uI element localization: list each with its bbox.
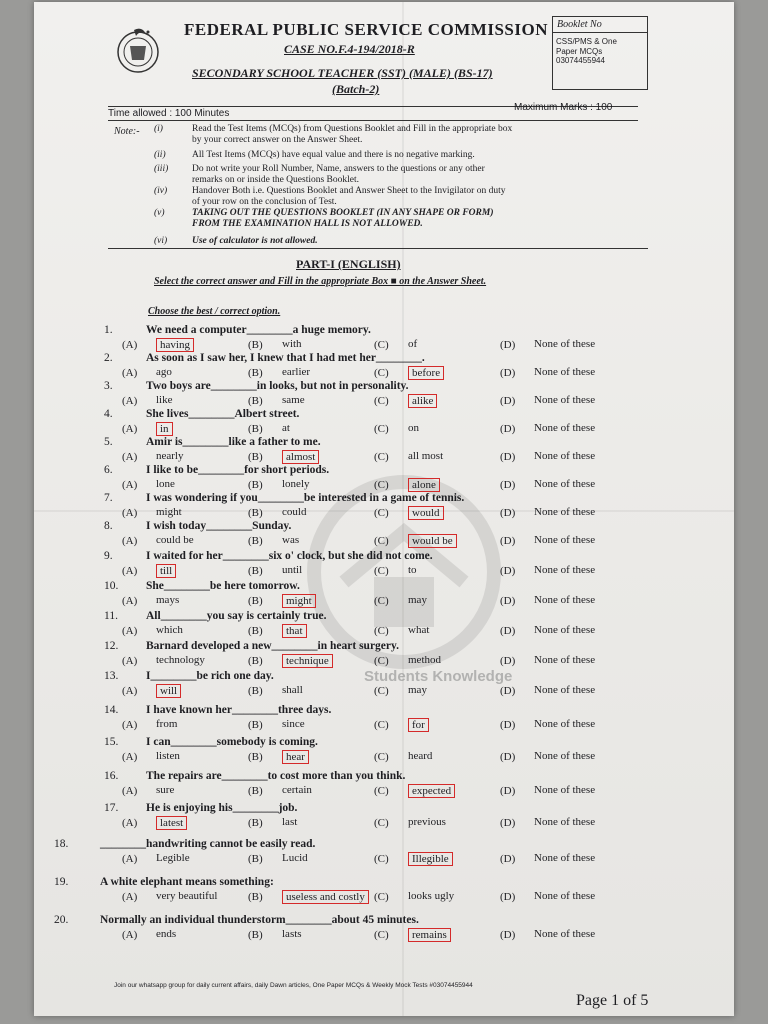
option[interactable]: like bbox=[156, 394, 173, 406]
option-letter: (D) bbox=[500, 685, 516, 697]
note-text: Handover Both i.e. Questions Booklet and Answer Sheet to the Invigilator on duty bbox=[192, 186, 506, 196]
option[interactable]: may bbox=[408, 684, 427, 696]
option-letter: (B) bbox=[248, 817, 263, 829]
question-text: I have known her________three days. bbox=[146, 704, 332, 716]
question-text: I wish today________Sunday. bbox=[146, 520, 292, 532]
option-letter: (B) bbox=[248, 719, 263, 731]
option[interactable]: all most bbox=[408, 450, 444, 462]
option-letter: (A) bbox=[122, 785, 138, 797]
option-marked[interactable]: for bbox=[408, 718, 429, 732]
option[interactable]: until bbox=[282, 564, 303, 576]
note-number: (iii) bbox=[154, 164, 169, 174]
question-text: He is enjoying his________job. bbox=[146, 802, 298, 814]
option-letter: (A) bbox=[122, 479, 138, 491]
option[interactable]: None of these bbox=[534, 816, 596, 828]
option[interactable]: method bbox=[408, 654, 441, 666]
divider bbox=[108, 120, 638, 121]
option-letter: (B) bbox=[248, 395, 263, 407]
option-letter: (C) bbox=[374, 751, 389, 763]
case-number: CASE NO.F.4-194/2018-R bbox=[284, 42, 415, 56]
max-marks: Maximum Marks : 100 bbox=[514, 102, 613, 113]
option-letter: (D) bbox=[500, 423, 516, 435]
option[interactable]: lonely bbox=[282, 478, 310, 490]
option-letter: (A) bbox=[122, 565, 138, 577]
question-text: A white elephant means something: bbox=[100, 876, 274, 888]
question-number: 5. bbox=[104, 436, 113, 448]
question-number: 20. bbox=[54, 914, 69, 926]
note-number: (iv) bbox=[154, 186, 168, 196]
option[interactable]: sure bbox=[156, 784, 175, 796]
option-marked[interactable]: before bbox=[408, 366, 444, 380]
question-number: 6. bbox=[104, 464, 113, 476]
option[interactable]: None of these bbox=[534, 422, 596, 434]
batch-label: (Batch-2) bbox=[332, 82, 380, 96]
booklet-label: Booklet No bbox=[553, 17, 647, 33]
option-marked[interactable]: will bbox=[156, 684, 181, 698]
option[interactable]: from bbox=[156, 718, 178, 730]
option-letter: (A) bbox=[122, 891, 138, 903]
option[interactable]: None of these bbox=[534, 534, 596, 546]
fpsc-emblem-icon bbox=[112, 24, 164, 76]
option-letter: (A) bbox=[122, 625, 138, 637]
note-text: Use of calculator is not allowed. bbox=[192, 236, 318, 246]
option-letter: (C) bbox=[374, 451, 389, 463]
option-letter: (A) bbox=[122, 367, 138, 379]
question-number: 7. bbox=[104, 492, 113, 504]
option[interactable]: since bbox=[282, 718, 305, 730]
question-number: 19. bbox=[54, 876, 69, 888]
option-letter: (D) bbox=[500, 655, 516, 667]
option-letter: (B) bbox=[248, 751, 263, 763]
option[interactable]: could bbox=[282, 506, 307, 518]
option-letter: (C) bbox=[374, 535, 389, 547]
question-number: 12. bbox=[104, 640, 119, 652]
note-item bbox=[154, 124, 654, 147]
option-letter: (B) bbox=[248, 423, 263, 435]
question-number: 11. bbox=[104, 610, 118, 622]
option[interactable]: could be bbox=[156, 534, 194, 546]
option[interactable]: None of these bbox=[534, 564, 596, 576]
note-item bbox=[154, 164, 654, 187]
question-text: ________handwriting cannot be easily read. bbox=[100, 838, 316, 850]
question-number: 4. bbox=[104, 408, 113, 420]
option-marked[interactable]: useless and costly bbox=[282, 890, 369, 904]
option-letter: (D) bbox=[500, 719, 516, 731]
question-number: 2. bbox=[104, 352, 113, 364]
option-letter: (A) bbox=[122, 853, 138, 865]
question-text: Barnard developed a new________in heart surgery. bbox=[146, 640, 399, 652]
option[interactable]: may bbox=[408, 594, 427, 606]
option[interactable]: None of these bbox=[534, 624, 596, 636]
question-number: 18. bbox=[54, 838, 69, 850]
option-letter: (C) bbox=[374, 423, 389, 435]
page-number: Page 1 of 5 bbox=[576, 992, 649, 1009]
question-text: I was wondering if you________be interested in a game of tennis. bbox=[146, 492, 465, 504]
question-number: 14. bbox=[104, 704, 119, 716]
question-number: 15. bbox=[104, 736, 119, 748]
option-letter: (A) bbox=[122, 395, 138, 407]
option-letter: (A) bbox=[122, 817, 138, 829]
option-letter: (D) bbox=[500, 929, 516, 941]
question-text: As soon as I saw her, I knew that I had met her________. bbox=[146, 352, 425, 364]
option[interactable]: ends bbox=[156, 928, 177, 940]
option[interactable]: listen bbox=[156, 750, 180, 762]
option-marked[interactable]: latest bbox=[156, 816, 187, 830]
option-letter: (B) bbox=[248, 565, 263, 577]
question-text: We need a computer________a huge memory. bbox=[146, 324, 371, 336]
note-item bbox=[154, 186, 654, 209]
question-text: Two boys are________in looks, but not in personality. bbox=[146, 380, 409, 392]
option-letter: (D) bbox=[500, 595, 516, 607]
option-letter: (C) bbox=[374, 339, 389, 351]
option[interactable]: of bbox=[408, 338, 418, 350]
option-letter: (B) bbox=[248, 339, 263, 351]
note-item bbox=[154, 150, 654, 161]
question-number: 17. bbox=[104, 802, 119, 814]
question-text: I waited for her________six o' clock, but she did not come. bbox=[146, 550, 433, 562]
footer-note: Join our whatsapp group for daily current affairs, daily Dawn articles, One Paper MCQs & Weekly Mock Tests #03074455944 bbox=[114, 982, 473, 989]
option-letter: (C) bbox=[374, 395, 389, 407]
option-letter: (C) bbox=[374, 891, 389, 903]
option-letter: (D) bbox=[500, 817, 516, 829]
option-letter: (D) bbox=[500, 339, 516, 351]
option[interactable]: technology bbox=[156, 654, 205, 666]
option-letter: (C) bbox=[374, 625, 389, 637]
post-title: SECONDARY SCHOOL TEACHER (SST) (MALE) (BS-17) bbox=[192, 66, 493, 80]
question-number: 10. bbox=[104, 580, 119, 592]
option[interactable]: None of these bbox=[534, 478, 596, 490]
divider bbox=[108, 248, 648, 249]
option[interactable]: at bbox=[282, 422, 290, 434]
note-number: (i) bbox=[154, 124, 163, 134]
option[interactable]: None of these bbox=[534, 890, 596, 902]
option-letter: (A) bbox=[122, 423, 138, 435]
note-text: Read the Test Items (MCQs) from Questions Booklet and Fill in the appropriate box bbox=[192, 124, 513, 134]
note-number: (vi) bbox=[154, 236, 168, 246]
option-letter: (B) bbox=[248, 367, 263, 379]
option[interactable]: previous bbox=[408, 816, 446, 828]
option-marked[interactable]: alike bbox=[408, 394, 437, 408]
option[interactable]: lasts bbox=[282, 928, 302, 940]
option-letter: (D) bbox=[500, 451, 516, 463]
option[interactable]: to bbox=[408, 564, 417, 576]
option-letter: (A) bbox=[122, 929, 138, 941]
question-text: All________you say is certainly true. bbox=[146, 610, 327, 622]
option[interactable]: None of these bbox=[534, 594, 596, 606]
note-text: TAKING OUT THE QUESTIONS BOOKLET (IN ANY SHAPE OR FORM) bbox=[192, 208, 494, 218]
question-text: I like to be________for short periods. bbox=[146, 464, 330, 476]
option-letter: (C) bbox=[374, 719, 389, 731]
option-marked[interactable]: technique bbox=[282, 654, 333, 668]
question-text: She________be here tomorrow. bbox=[146, 580, 300, 592]
note-number: (v) bbox=[154, 208, 165, 218]
note-number: (ii) bbox=[154, 150, 166, 160]
option-letter: (C) bbox=[374, 655, 389, 667]
question-number: 8. bbox=[104, 520, 113, 532]
option-letter: (D) bbox=[500, 785, 516, 797]
question-text: Amir is________like a father to me. bbox=[146, 436, 321, 448]
option-marked[interactable]: might bbox=[282, 594, 316, 608]
option-letter: (B) bbox=[248, 853, 263, 865]
watermark-text: Students Knowledge bbox=[364, 668, 513, 685]
option-marked[interactable]: Illegible bbox=[408, 852, 453, 866]
option[interactable]: nearly bbox=[156, 450, 184, 462]
option-letter: (A) bbox=[122, 719, 138, 731]
question-text: Normally an individual thunderstorm________about 45 minutes. bbox=[100, 914, 419, 926]
option-marked[interactable]: in bbox=[156, 422, 173, 436]
note-text: by your correct answer on the Answer Sheet. bbox=[192, 135, 363, 146]
option-letter: (B) bbox=[248, 507, 263, 519]
option[interactable]: None of these bbox=[534, 394, 596, 406]
option-letter: (D) bbox=[500, 565, 516, 577]
option[interactable]: what bbox=[408, 624, 430, 636]
option[interactable]: None of these bbox=[534, 928, 596, 940]
option-letter: (B) bbox=[248, 655, 263, 667]
option[interactable]: mays bbox=[156, 594, 180, 606]
booklet-number-box bbox=[552, 16, 648, 90]
booklet-ad-line: 03074455944 bbox=[556, 56, 605, 66]
option-letter: (D) bbox=[500, 751, 516, 763]
option[interactable]: None of these bbox=[534, 654, 596, 666]
option[interactable]: None of these bbox=[534, 366, 596, 378]
option[interactable]: None of these bbox=[534, 506, 596, 518]
note-text: All Test Items (MCQs) have equal value and there is no negative marking. bbox=[192, 150, 475, 160]
choose-label: Choose the best / correct option. bbox=[148, 306, 281, 317]
option[interactable]: None of these bbox=[534, 852, 596, 864]
option-marked[interactable]: having bbox=[156, 338, 194, 352]
option[interactable]: None of these bbox=[534, 450, 596, 462]
option-letter: (C) bbox=[374, 507, 389, 519]
option-marked[interactable]: almost bbox=[282, 450, 319, 464]
option[interactable]: None of these bbox=[534, 750, 596, 762]
option-marked[interactable]: till bbox=[156, 564, 176, 578]
option-letter: (D) bbox=[500, 891, 516, 903]
option[interactable]: very beautiful bbox=[156, 890, 218, 902]
time-allowed: Time allowed : 100 Minutes bbox=[108, 108, 230, 119]
option-letter: (C) bbox=[374, 367, 389, 379]
option-letter: (D) bbox=[500, 625, 516, 637]
option-letter: (B) bbox=[248, 479, 263, 491]
question-number: 9. bbox=[104, 550, 113, 562]
option-letter: (C) bbox=[374, 929, 389, 941]
question-number: 1. bbox=[104, 324, 113, 336]
option-letter: (D) bbox=[500, 479, 516, 491]
option-letter: (C) bbox=[374, 595, 389, 607]
option-letter: (A) bbox=[122, 655, 138, 667]
question-text: The repairs are________to cost more than you think. bbox=[146, 770, 406, 782]
option[interactable]: with bbox=[282, 338, 302, 350]
option-letter: (C) bbox=[374, 685, 389, 697]
option-letter: (B) bbox=[248, 685, 263, 697]
option-letter: (B) bbox=[248, 891, 263, 903]
booklet-ad-line: Paper MCQs bbox=[556, 46, 603, 56]
option-letter: (C) bbox=[374, 565, 389, 577]
note-item bbox=[154, 236, 654, 247]
option[interactable]: might bbox=[156, 506, 182, 518]
option[interactable]: None of these bbox=[534, 338, 596, 350]
option-letter: (A) bbox=[122, 685, 138, 697]
option-letter: (D) bbox=[500, 535, 516, 547]
option-marked[interactable]: would bbox=[408, 506, 444, 520]
note-text: FROM THE EXAMINATION HALL IS NOT ALLOWED. bbox=[192, 219, 423, 230]
note-text: of your row on the conclusion of Test. bbox=[192, 197, 337, 208]
option[interactable]: None of these bbox=[534, 684, 596, 696]
option-letter: (B) bbox=[248, 785, 263, 797]
option-marked[interactable]: would be bbox=[408, 534, 457, 548]
instruction: Select the correct answer and Fill in the appropriate Box ■ on the Answer Sheet. bbox=[154, 276, 487, 287]
option[interactable]: last bbox=[282, 816, 298, 828]
option-letter: (C) bbox=[374, 785, 389, 797]
option-letter: (B) bbox=[248, 595, 263, 607]
option[interactable]: None of these bbox=[534, 784, 596, 796]
note-label: Note:- bbox=[114, 126, 140, 137]
option[interactable]: same bbox=[282, 394, 305, 406]
note-text: remarks on or inside the Questions Booklet. bbox=[192, 175, 360, 186]
option-letter: (A) bbox=[122, 339, 138, 351]
option-marked[interactable]: that bbox=[282, 624, 307, 638]
option-marked[interactable]: alone bbox=[408, 478, 440, 492]
option[interactable]: was bbox=[282, 534, 300, 546]
option[interactable]: which bbox=[156, 624, 183, 636]
option-letter: (A) bbox=[122, 595, 138, 607]
option-letter: (A) bbox=[122, 535, 138, 547]
option[interactable]: shall bbox=[282, 684, 303, 696]
option[interactable]: ago bbox=[156, 366, 172, 378]
option[interactable]: Legible bbox=[156, 852, 190, 864]
option-letter: (B) bbox=[248, 451, 263, 463]
option-letter: (D) bbox=[500, 395, 516, 407]
option-letter: (B) bbox=[248, 625, 263, 637]
part-title: PART-I (ENGLISH) bbox=[296, 257, 401, 271]
option-marked[interactable]: remains bbox=[408, 928, 451, 942]
option-letter: (D) bbox=[500, 507, 516, 519]
option-letter: (D) bbox=[500, 367, 516, 379]
booklet-ad-line: CSS/PMS & One bbox=[556, 37, 617, 46]
option-letter: (B) bbox=[248, 929, 263, 941]
option-marked[interactable]: expected bbox=[408, 784, 455, 798]
exam-paper bbox=[34, 2, 734, 1016]
commission-title: FEDERAL PUBLIC SERVICE COMMISSION bbox=[184, 20, 548, 39]
option-letter: (A) bbox=[122, 507, 138, 519]
option[interactable]: Lucid bbox=[282, 852, 308, 864]
question-number: 13. bbox=[104, 670, 119, 682]
option-marked[interactable]: hear bbox=[282, 750, 309, 764]
note-text: Do not write your Roll Number, Name, answers to the questions or any other bbox=[192, 164, 485, 174]
question-number: 3. bbox=[104, 380, 113, 392]
option-letter: (A) bbox=[122, 751, 138, 763]
option[interactable]: earlier bbox=[282, 366, 311, 378]
option[interactable]: None of these bbox=[534, 718, 596, 730]
option[interactable]: on bbox=[408, 422, 419, 434]
option-letter: (C) bbox=[374, 817, 389, 829]
option[interactable]: heard bbox=[408, 750, 433, 762]
booklet-ad bbox=[553, 33, 647, 70]
question-text: She lives________Albert street. bbox=[146, 408, 300, 420]
option-letter: (C) bbox=[374, 479, 389, 491]
question-number: 16. bbox=[104, 770, 119, 782]
option[interactable]: lone bbox=[156, 478, 175, 490]
option-letter: (B) bbox=[248, 535, 263, 547]
option-letter: (D) bbox=[500, 853, 516, 865]
option[interactable]: looks ugly bbox=[408, 890, 455, 902]
option[interactable]: certain bbox=[282, 784, 312, 796]
option-letter: (C) bbox=[374, 853, 389, 865]
question-text: I________be rich one day. bbox=[146, 670, 274, 682]
option-letter: (A) bbox=[122, 451, 138, 463]
note-item bbox=[154, 208, 654, 231]
question-text: I can________somebody is coming. bbox=[146, 736, 318, 748]
